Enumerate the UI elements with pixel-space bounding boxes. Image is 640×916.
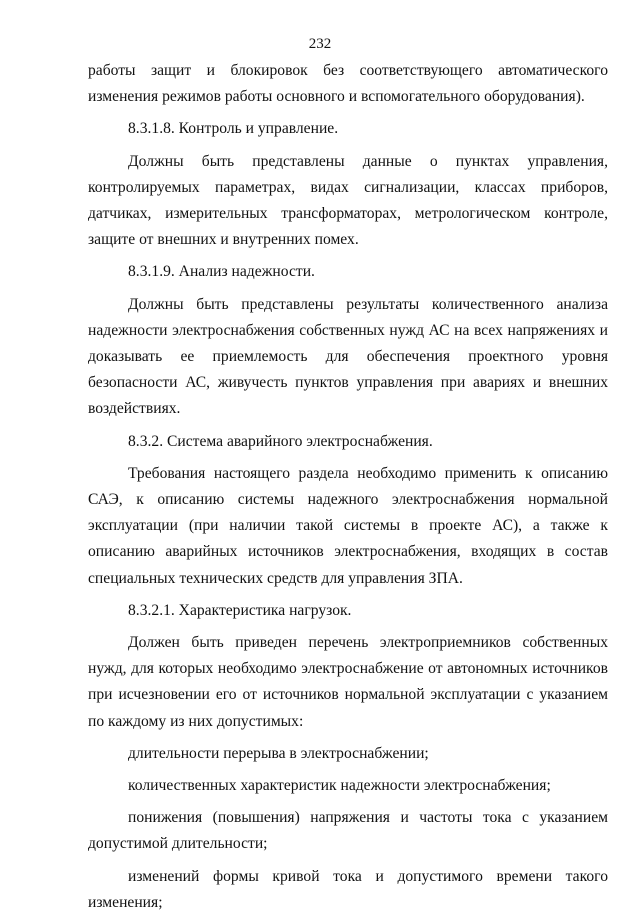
- paragraph-loads: Должен быть приведен перечень электроприемников собственных нужд, для которых необходимо электроснабжение от автономных источников при исчезновении его от источников нормальной эксплуатации с указанием по каждому из них допустимых:: [88, 634, 608, 730]
- paragraph-emergency-power: Требования настоящего раздела необходимо применить к описанию САЭ, к описанию системы надежного электроснабжения нормальной эксплуатации (при наличии такой системы в проекте АС), а также к описанию аварийных источников электроснабжения, входящих в состав специальных технических средств для управления ЗПА.: [88, 464, 608, 587]
- paragraph-reliability: Должны быть представлены результаты количественного анализа надежности электроснабжения собственных нужд АС на всех напряжениях и доказывать ее приемлемость для обеспечения проектного уровня безопасности АС, живучесть пунктов управления при авариях и внешних воздействиях.: [88, 295, 608, 418]
- section-heading-8-3-1-9: 8.3.1.9. Анализ надежности.: [128, 263, 315, 281]
- document-body: [88, 58, 608, 916]
- section-heading-8-3-1-8: 8.3.1.8. Контроль и управление.: [128, 120, 339, 138]
- section-heading-8-3-2: 8.3.2. Система аварийного электроснабжения.: [128, 432, 433, 450]
- list-item: количественных характеристик надежности электроснабжения;: [128, 777, 551, 795]
- list-item: понижения (повышения) напряжения и частоты тока с указанием допустимой длительности;: [88, 809, 608, 853]
- paragraph-control: Должны быть представлены данные о пунктах управления, контролируемых параметрах, видах сигнализации, классах приборов, датчиках, измерительных трансформаторах, метрологическом контроле, защите от внешних и внутренних помех.: [88, 152, 608, 249]
- list-item: изменений формы кривой тока и допустимого времени такого изменения;: [88, 867, 608, 911]
- section-heading-8-3-2-1: 8.3.2.1. Характеристика нагрузок.: [128, 601, 352, 619]
- paragraph-continuation: работы защит и блокировок без соответствующего автоматического изменения режимов работы основного и вспомогательного оборудования).: [88, 62, 608, 106]
- page-number: 232: [308, 36, 332, 52]
- list-item: длительности перерыва в электроснабжении;: [128, 744, 429, 762]
